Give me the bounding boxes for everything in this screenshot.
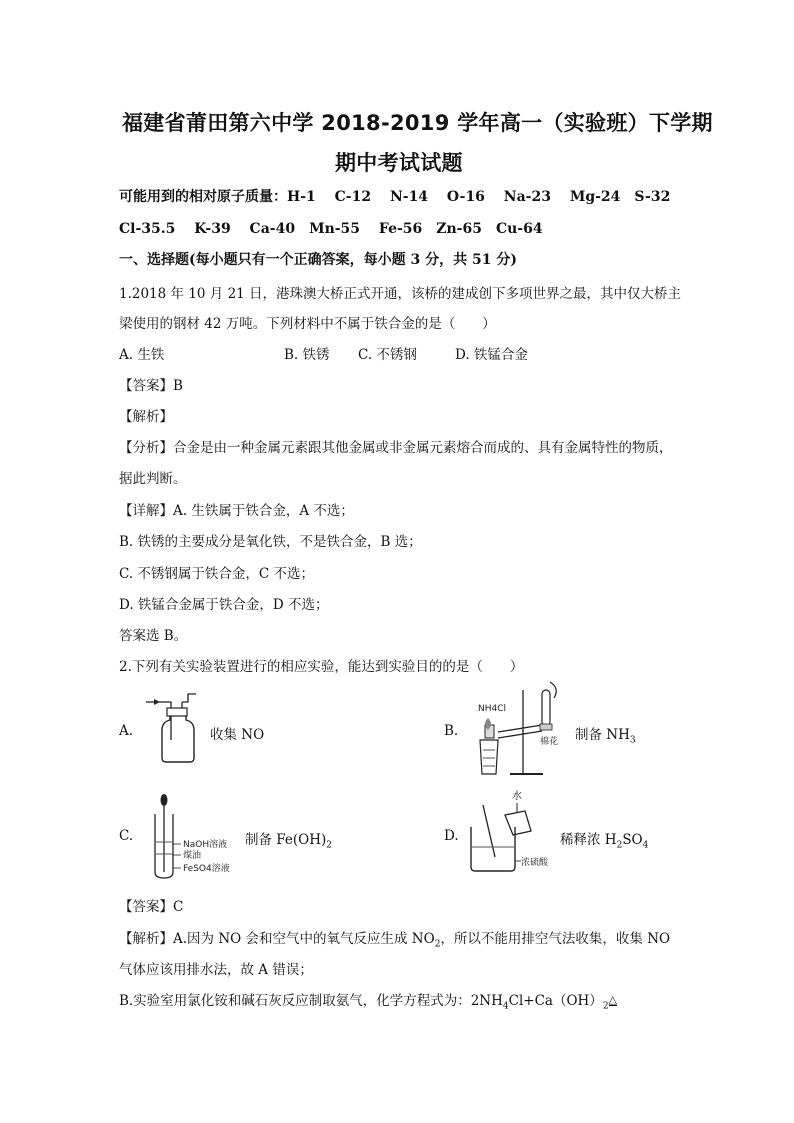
kerosene-label: 煤油: [183, 851, 202, 861]
water-label: 水: [512, 791, 522, 802]
q1-analysis-label: 【解析】: [119, 409, 173, 425]
q2-option-d-caption: 稀释浓 $H_2SO_4$: [560, 832, 649, 851]
q1-answer: 【答案】B: [119, 378, 183, 394]
q2-option-b-letter: B.: [444, 723, 459, 739]
q1-conclusion: 答案选 B。: [119, 628, 188, 644]
atomic-mass-line1: 可能用到的相对原子质量：H-1 C-12 N-14 O-16 Na-23 Mg-24 S-32: [119, 189, 671, 205]
atomic-mass-line2: Cl-35.5 K-39 Ca-40 Mn-55 Fe-56 Zn-65 Cu-64: [119, 221, 543, 237]
q1-stem-line1: 1.2018 年 10 月 21 日，港珠澳大桥正式开通，该桥的建成创下多项世界之最，其中仅大桥主: [119, 286, 682, 302]
q2-option-d-letter: D.: [444, 828, 459, 844]
ammonia-preparation-figure: [468, 680, 573, 780]
q1-fenxi-line2: 据此判断。: [119, 471, 187, 487]
cotton-label: 棉花: [540, 737, 559, 747]
q2-explain-line2: 气体应该用排水法，故 A 错误；: [119, 962, 313, 978]
gas-collection-bottle-figure: [140, 690, 210, 770]
q2-option-c-caption: 制备 $Fe(OH)_2$: [245, 832, 333, 851]
q1-detail-c: C. 不锈钢属于铁合金，C 不选；: [119, 566, 315, 582]
q1-detail-d: D. 铁锰合金属于铁合金，D 不选；: [119, 597, 329, 613]
q1-detail-b: B. 铁锈的主要成分是氧化铁，不是铁合金，B 选；: [119, 534, 422, 550]
section1-header: 一、选择题(每小题只有一个正确答案，每小题 3 分，共 51 分): [119, 252, 517, 268]
q2-option-c-letter: C.: [119, 828, 134, 844]
q2-explain-line3: B.实验室用氯化铵和碱石灰反应制取氨气，化学方程式为：$2NH_4Cl+Ca(OH)_2\triangle$: [119, 993, 618, 1012]
acid-dilution-figure: [465, 785, 560, 875]
nh4cl-label: NH4Cl: [478, 704, 507, 714]
q2-explain-line1: 【解析】A.因为 NO 会和空气中的氧气反应生成 $NO_2$，所以不能用排空气法收集，收集 NO: [119, 931, 671, 950]
q2-stem: 2.下列有关实验装置进行的相应实验，能达到实验目的的是（ ）: [119, 659, 524, 675]
q2-option-a-letter: A.: [119, 723, 134, 739]
ferrous-hydroxide-figure: [145, 792, 245, 882]
q2-option-a-caption: 收集 NO: [210, 727, 265, 743]
q2-answer: 【答案】C: [119, 899, 184, 915]
q1-option-b: B. 铁锈: [284, 347, 330, 363]
document-title-line2: 期中考试试题: [335, 151, 463, 175]
naoh-label: NaOH溶液: [183, 840, 228, 850]
heat-symbol: △: [608, 993, 618, 1006]
q2-option-b-caption: 制备 $NH_3$: [575, 727, 636, 746]
q1-option-d: D. 铁锰合金: [455, 347, 528, 363]
q1-option-c: C. 不锈钢: [358, 347, 417, 363]
q1-option-a: A. 生铁: [119, 347, 165, 363]
q1-stem-line2: 梁使用的钢材 42 万吨。下列材料中不属于铁合金的是（ ）: [119, 316, 496, 332]
q1-detail-a: 【详解】A. 生铁属于铁合金，A 不选；: [119, 503, 354, 519]
q1-fenxi-line1: 【分析】合金是由一种金属元素跟其他金属或非金属元素熔合而成的、具有金属特性的物质，: [119, 440, 673, 456]
concentrated-acid-label: 浓硫酸: [521, 858, 549, 868]
document-title-line1: 福建省莆田第六中学 2018-2019 学年高一（实验班）下学期: [122, 111, 713, 135]
feso4-label: FeSO4溶液: [183, 864, 230, 874]
